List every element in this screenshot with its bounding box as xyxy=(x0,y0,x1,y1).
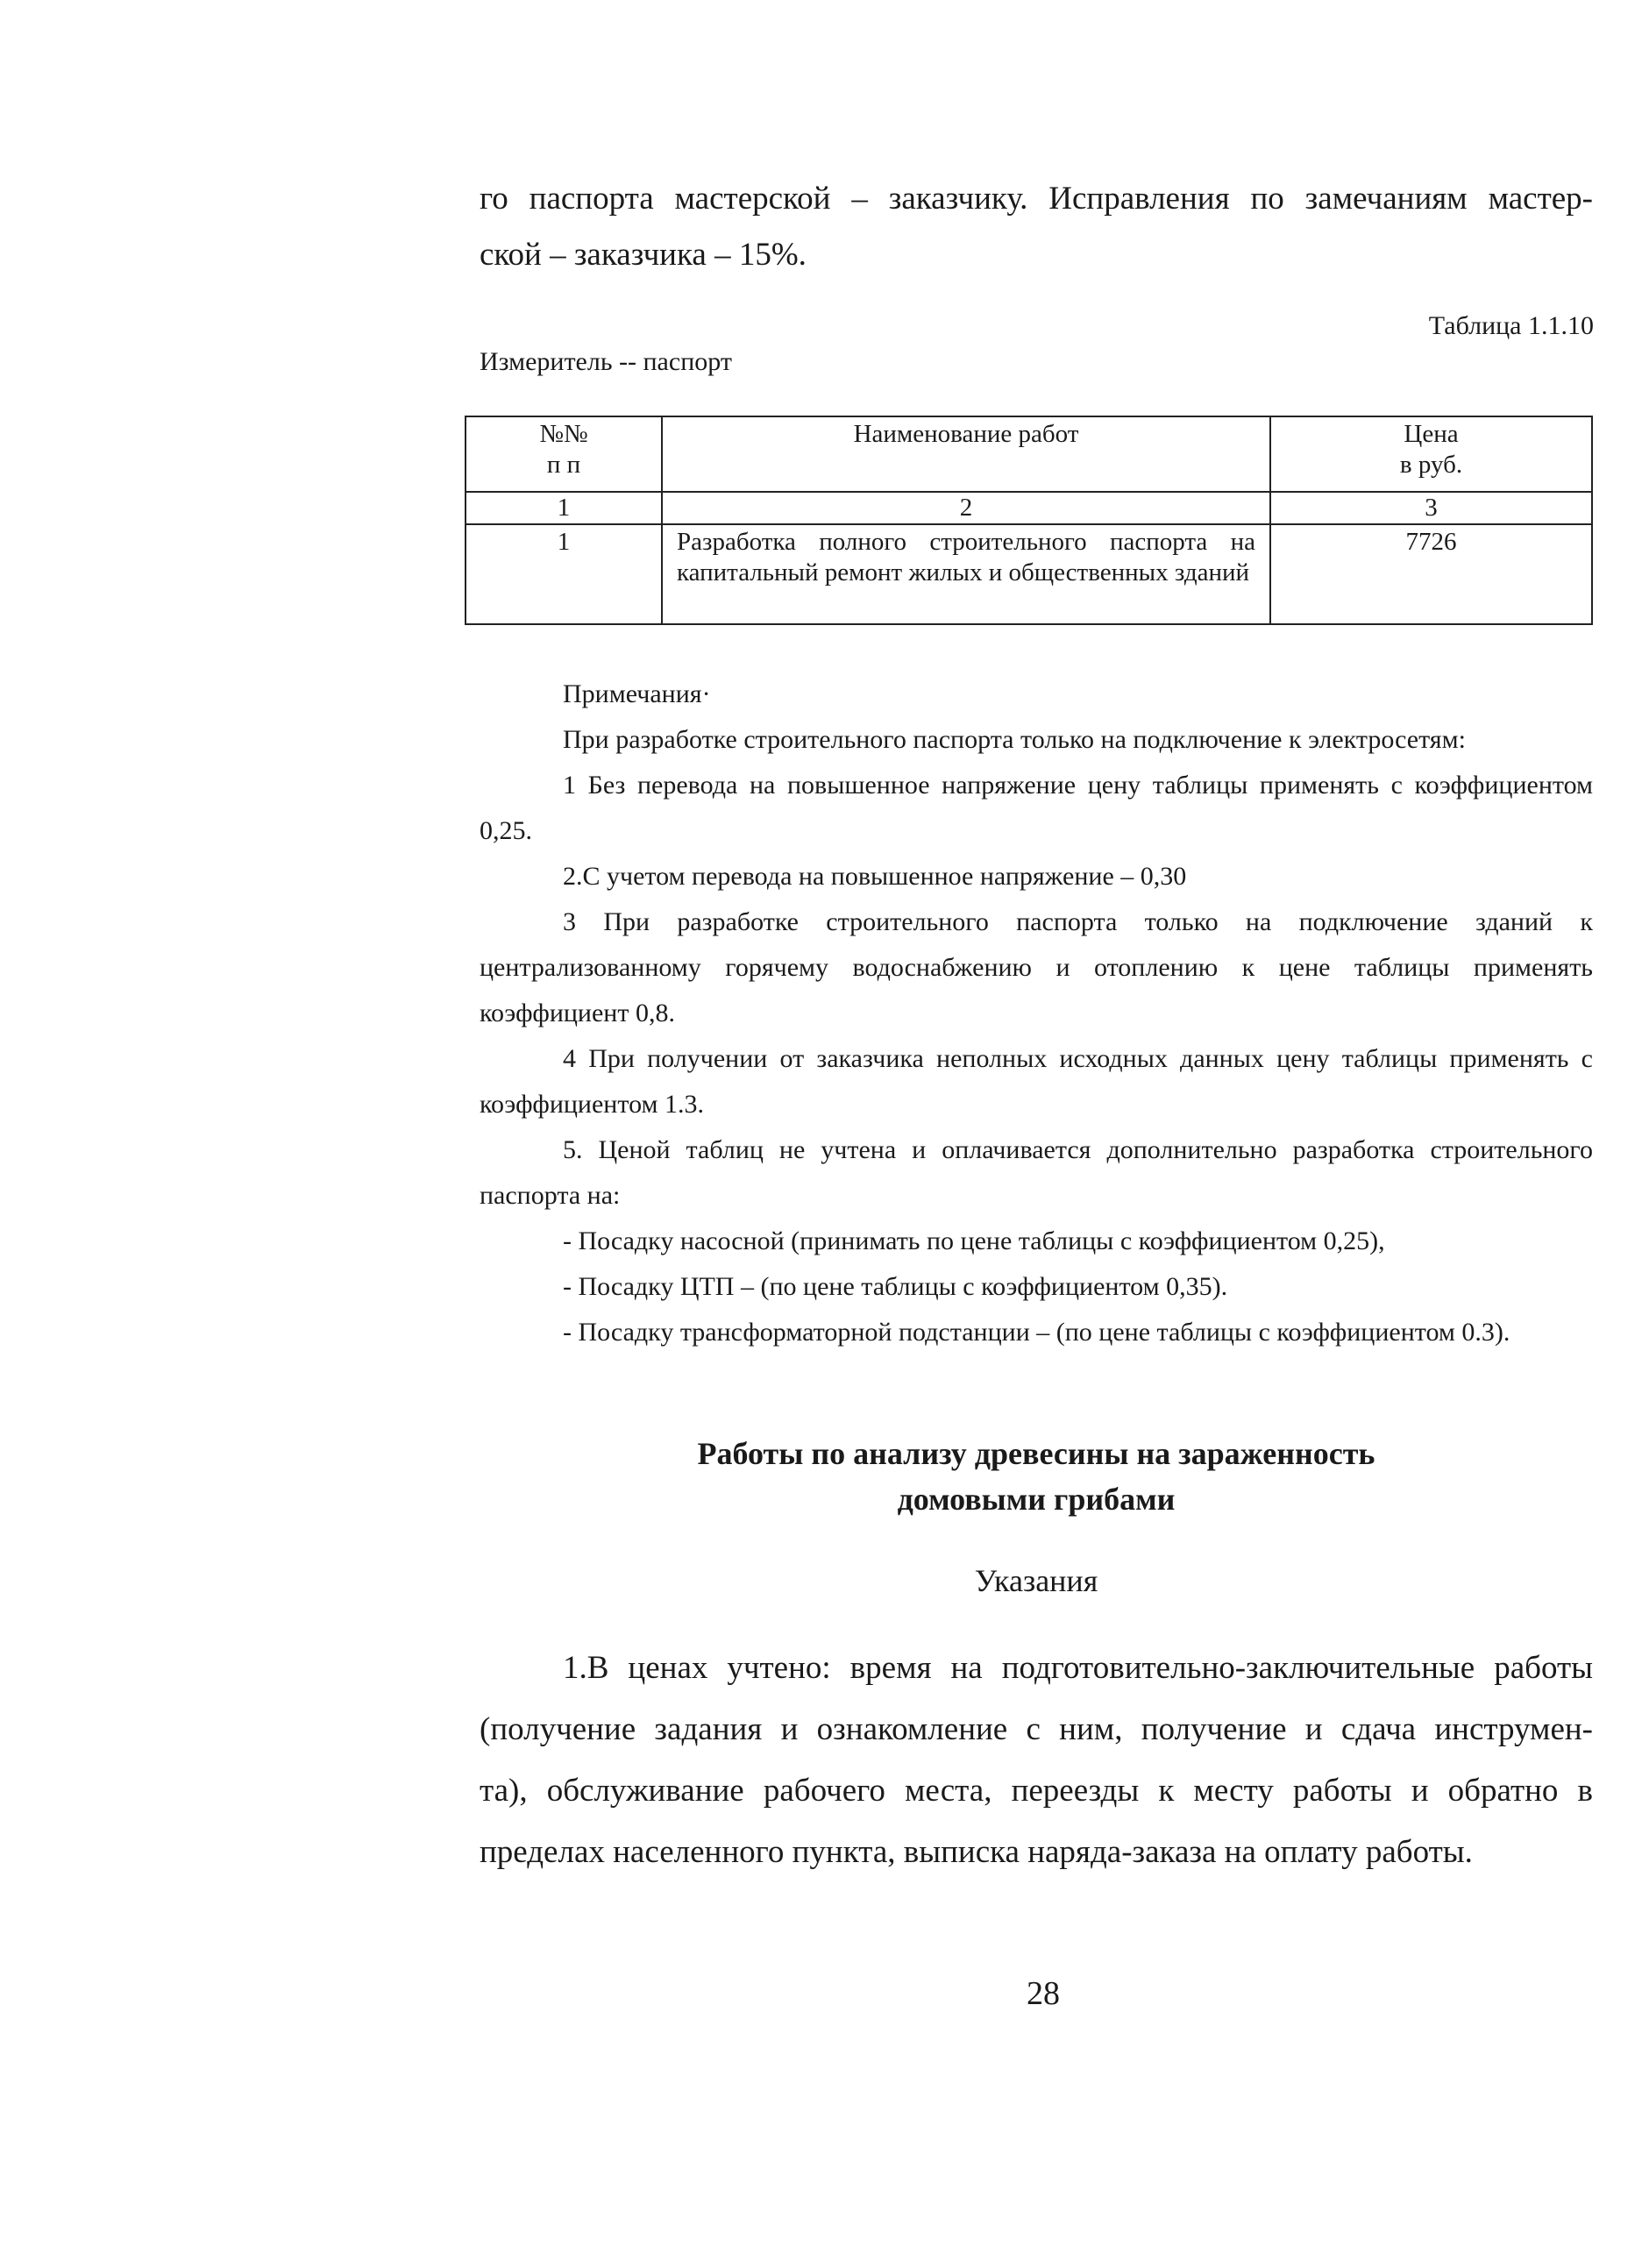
notes-block xyxy=(480,672,1593,1355)
column-number-cell: 3 xyxy=(1270,492,1592,524)
row-number-cell: 1 xyxy=(466,524,662,624)
header-number-cell xyxy=(466,416,662,492)
page-number: 28 xyxy=(1027,1975,1060,2012)
notes-intro: При разработке строительного паспорта только на подключение к электросетям: xyxy=(563,725,1466,754)
note-item: - Посадку ЦТП – (по цене таблицы с коэффициентом 0,35). xyxy=(563,1272,1228,1301)
section-heading-line: Работы по анализу древесины на зараженность xyxy=(697,1436,1375,1471)
header-number-text: №№ п п xyxy=(539,420,588,479)
price-table xyxy=(465,416,1593,625)
intro-line: го паспорта мастерской – заказчику. Исправления по замечаниям мастер- xyxy=(480,181,1593,217)
row-name-cell: Разработка полного строительного паспорта на капитальный ремонт жилых и общественных зданий xyxy=(662,524,1270,624)
note-item: 4 При получении от заказчика неполных исходных данных цену таблицы применять с коэффициентом 1.3. xyxy=(480,1044,1593,1119)
note-item: - Посадку трансформаторной подстанции – (по цене таблицы с коэффициентом 0.3). xyxy=(563,1318,1510,1347)
column-number-cell: 1 xyxy=(466,492,662,524)
section-subheading: Указания xyxy=(974,1563,1098,1598)
table-column-number-row xyxy=(466,492,1592,524)
header-price-cell xyxy=(1270,416,1592,492)
measure-unit-label: Измеритель -- паспорт xyxy=(480,347,732,376)
table-number-label: Таблица 1.1.10 xyxy=(1428,311,1594,340)
note-item: - Посадку насосной (принимать по цене таблицы с коэффициентом 0,25), xyxy=(563,1226,1385,1255)
column-number-cell: 2 xyxy=(662,492,1270,524)
header-name-cell xyxy=(662,416,1270,492)
instructions-paragraph xyxy=(480,1638,1593,1883)
note-item: 3 При разработке строительного паспорта только на подключение зданий к централизованному горячему водоснабжению и отоплению к цене таблицы применять коэффициент 0,8. xyxy=(480,907,1593,1027)
note-item: 5. Ценой таблиц не учтена и оплачивается дополнительно разработка строительного паспорта на: xyxy=(480,1135,1593,1210)
intro-paragraph xyxy=(480,171,1593,283)
table-header-row xyxy=(466,416,1592,492)
notes-title: Примечания· xyxy=(563,679,711,708)
instructions-line: 1.В ценах учтено: время на подготовительно-заключительные работы xyxy=(563,1650,1593,1686)
instructions-line: пределах населенного пункта, выписка наряда-заказа на оплату работы. xyxy=(480,1834,1473,1870)
table-row xyxy=(466,524,1592,624)
instructions-line: та), обслуживание рабочего места, переезды к месту работы и обратно в xyxy=(480,1773,1593,1809)
instructions-line: (получение задания и ознакомление с ним, получение и сдача инструмен- xyxy=(480,1711,1593,1747)
section-heading-line: домовыми грибами xyxy=(897,1482,1176,1517)
note-item: 2.С учетом перевода на повышенное напряжение – 0,30 xyxy=(563,862,1187,891)
header-name-text: Наименование работ xyxy=(853,420,1079,448)
note-item: 1 Без перевода на повышенное напряжение цену таблицы применять с коэффициентом 0,25. xyxy=(480,771,1593,845)
section-heading xyxy=(480,1431,1593,1522)
header-price-text: Цена в руб. xyxy=(1399,420,1463,479)
row-price-cell: 7726 xyxy=(1270,524,1592,624)
intro-line: ской – заказчика – 15%. xyxy=(480,237,807,273)
